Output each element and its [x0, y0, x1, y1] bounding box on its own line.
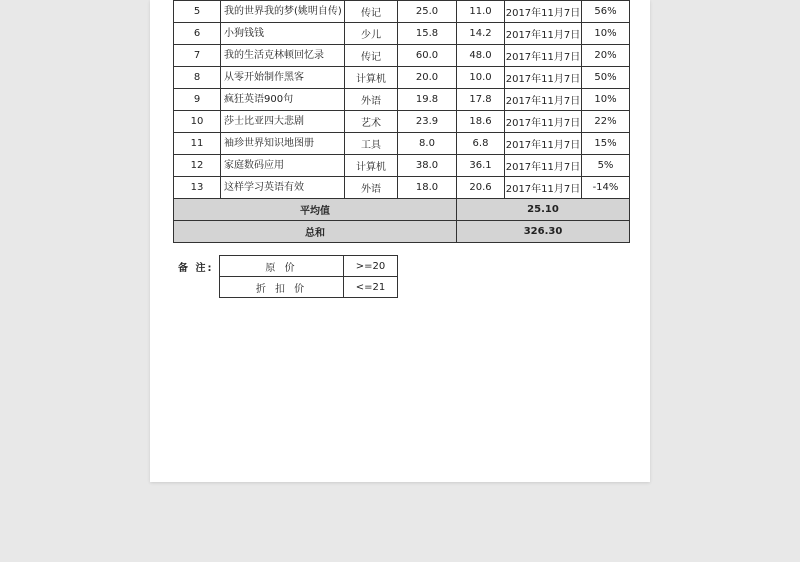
discount-rate: 5%: [582, 155, 630, 177]
discount-rate: 10%: [582, 89, 630, 111]
row-number: 12: [174, 155, 221, 177]
entry-date: 2017年11月7日: [505, 111, 582, 133]
original-price: 15.8: [398, 23, 457, 45]
book-price-table: [173, 0, 630, 243]
notes-label: 备 注:: [178, 263, 214, 274]
total-label: 总和: [174, 221, 457, 243]
discount-rate: 15%: [582, 133, 630, 155]
row-number: 10: [174, 111, 221, 133]
table-row: [174, 1, 630, 23]
note-rule: >=20: [344, 256, 398, 277]
row-number: 11: [174, 133, 221, 155]
discount-rate: 20%: [582, 45, 630, 67]
book-title: 我的世界我的梦(姚明自传): [221, 1, 345, 23]
discount-price: 20.6: [457, 177, 505, 199]
discount-price: 18.6: [457, 111, 505, 133]
original-price: 18.0: [398, 177, 457, 199]
table-row: [174, 45, 630, 67]
discount-price: 17.8: [457, 89, 505, 111]
entry-date: 2017年11月7日: [505, 133, 582, 155]
table-row: [174, 133, 630, 155]
note-row: [220, 256, 398, 277]
note-name: 原 价: [220, 256, 344, 277]
average-label: 平均值: [174, 199, 457, 221]
original-price: 60.0: [398, 45, 457, 67]
book-category: 计算机: [345, 67, 398, 89]
entry-date: 2017年11月7日: [505, 177, 582, 199]
discount-price: 14.2: [457, 23, 505, 45]
entry-date: 2017年11月7日: [505, 1, 582, 23]
table-row: [174, 67, 630, 89]
row-number: 5: [174, 1, 221, 23]
book-category: 外语: [345, 89, 398, 111]
discount-rate: -14%: [582, 177, 630, 199]
book-category: 传记: [345, 45, 398, 67]
discount-price: 6.8: [457, 133, 505, 155]
entry-date: 2017年11月7日: [505, 23, 582, 45]
table-row: [174, 23, 630, 45]
table-row: [174, 155, 630, 177]
book-category: 外语: [345, 177, 398, 199]
entry-date: 2017年11月7日: [505, 67, 582, 89]
table-row: [174, 177, 630, 199]
discount-rate: 22%: [582, 111, 630, 133]
book-title: 疯狂英语900句: [221, 89, 345, 111]
book-title: 家庭数码应用: [221, 155, 345, 177]
row-number: 6: [174, 23, 221, 45]
table-row: [174, 89, 630, 111]
entry-date: 2017年11月7日: [505, 45, 582, 67]
original-price: 20.0: [398, 67, 457, 89]
book-title: 我的生活克林顿回忆录: [221, 45, 345, 67]
book-category: 少儿: [345, 23, 398, 45]
row-number: 7: [174, 45, 221, 67]
entry-date: 2017年11月7日: [505, 89, 582, 111]
book-title: 这样学习英语有效: [221, 177, 345, 199]
discount-price: 10.0: [457, 67, 505, 89]
note-row: [220, 277, 398, 298]
original-price: 19.8: [398, 89, 457, 111]
table-row: [174, 111, 630, 133]
row-number: 8: [174, 67, 221, 89]
discount-price: 11.0: [457, 1, 505, 23]
discount-price: 36.1: [457, 155, 505, 177]
book-category: 艺术: [345, 111, 398, 133]
note-name: 折 扣 价: [220, 277, 344, 298]
book-category: 传记: [345, 1, 398, 23]
average-value: 25.10: [457, 199, 630, 221]
original-price: 38.0: [398, 155, 457, 177]
entry-date: 2017年11月7日: [505, 155, 582, 177]
discount-rate: 10%: [582, 23, 630, 45]
book-title: 小狗钱钱: [221, 23, 345, 45]
book-title: 从零开始制作黑客: [221, 67, 345, 89]
book-category: 计算机: [345, 155, 398, 177]
discount-price: 48.0: [457, 45, 505, 67]
note-rule: <=21: [344, 277, 398, 298]
original-price: 25.0: [398, 1, 457, 23]
book-title: 莎士比亚四大悲剧: [221, 111, 345, 133]
original-price: 23.9: [398, 111, 457, 133]
row-number: 9: [174, 89, 221, 111]
discount-rate: 50%: [582, 67, 630, 89]
original-price: 8.0: [398, 133, 457, 155]
total-value: 326.30: [457, 221, 630, 243]
notes-table: [219, 255, 398, 298]
total-row: [174, 221, 630, 243]
average-row: [174, 199, 630, 221]
discount-rate: 56%: [582, 1, 630, 23]
row-number: 13: [174, 177, 221, 199]
book-category: 工具: [345, 133, 398, 155]
book-title: 袖珍世界知识地图册: [221, 133, 345, 155]
